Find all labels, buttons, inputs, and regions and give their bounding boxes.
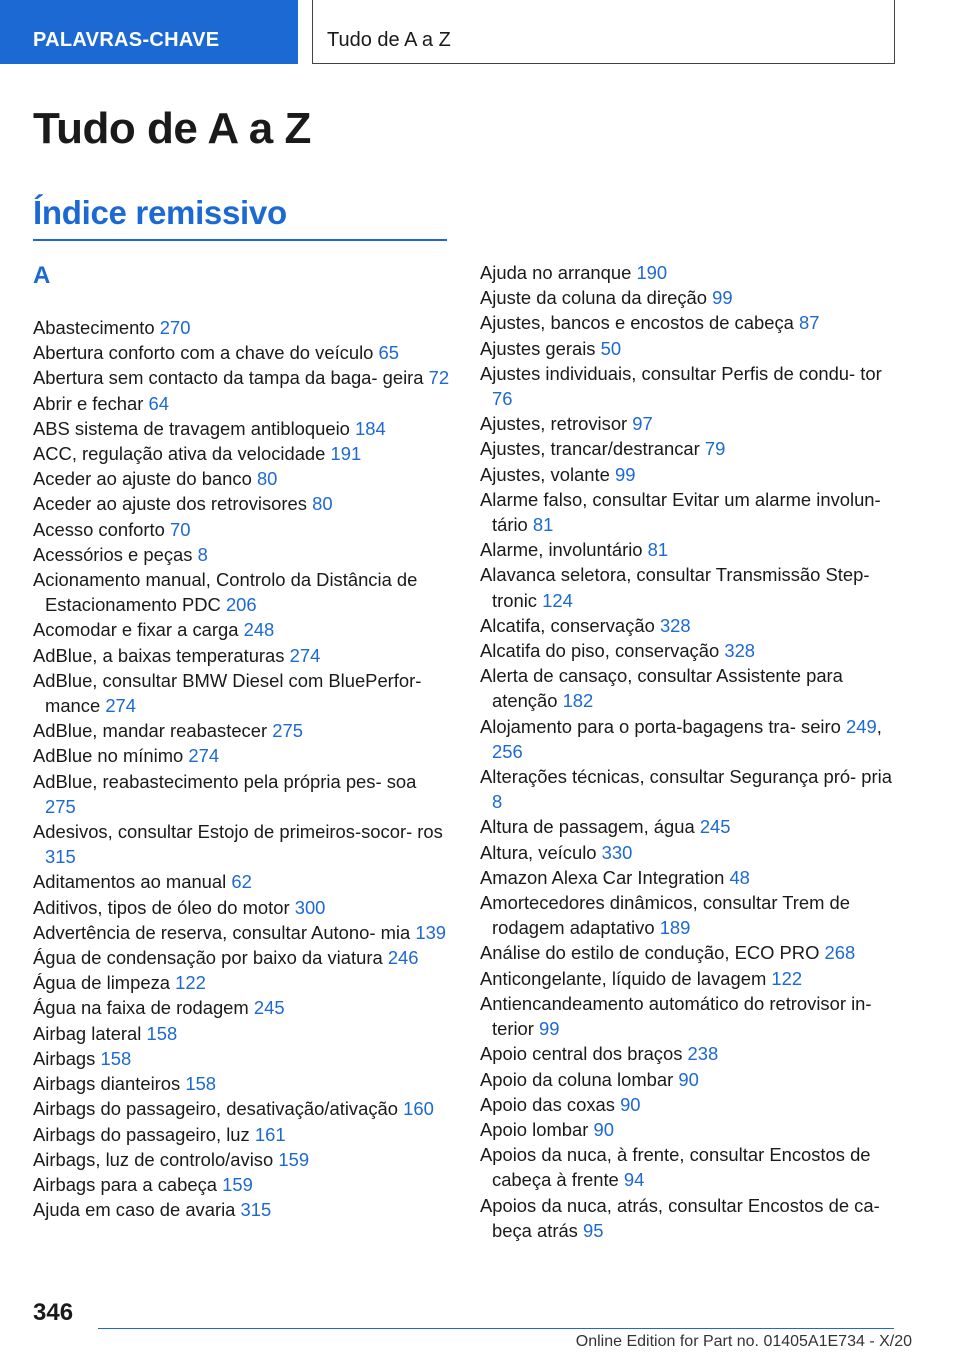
page-reference-link[interactable]: 90 [620,1093,641,1115]
page-number: 346 [33,1299,74,1326]
page-reference-link[interactable]: 275 [272,720,303,742]
index-entry [480,613,898,638]
index-entry-text: Airbags dianteiros [33,1073,181,1095]
page-reference-link[interactable]: 50 [600,337,622,359]
index-letter: A [33,262,51,289]
index-entry [480,890,898,940]
page-reference-link[interactable]: 8 [197,543,208,565]
index-entry [33,1046,451,1071]
page-reference-link[interactable]: 70 [170,518,191,540]
index-entry-text: Apoios da nuca, à frente, consultar Encostos de cabeça à frente [480,1144,871,1191]
page-reference-link[interactable]: 182 [562,690,594,712]
index-entry [480,764,898,814]
index-entry [33,1197,451,1222]
page-reference-link[interactable]: 206 [225,594,257,616]
index-entry-text: Ajustes, volante [480,463,610,485]
page-reference-link[interactable]: 184 [355,417,386,439]
page-reference-link[interactable]: 274 [105,695,137,717]
index-entry [33,365,451,390]
page-reference-link[interactable]: 81 [532,514,554,536]
index-entry [33,895,451,920]
index-entry [480,991,898,1041]
index-entry [480,562,898,612]
page-reference-link[interactable]: 330 [601,841,633,863]
index-entry-text: Alcatifa do piso, conservação [480,640,720,662]
index-entry [480,462,898,487]
index-entry-text: Ajustes, bancos e encostos de cabeça [480,312,794,334]
header-chapter-tab: Tudo de A a Z [312,0,895,64]
index-entry-text: Abastecimento [33,317,155,338]
page-reference-link[interactable]: 328 [659,614,691,636]
index-entry-text: Ajustes individuais, consultar Perfis de condu- tor [480,362,882,384]
index-entry-text: Apoio da coluna lombar [480,1068,674,1090]
page-reference-link[interactable]: 72 [428,367,450,389]
index-entry [33,491,451,516]
index-entry-text: Alavanca seletora, consultar Transmissão Step- tronic [480,564,870,611]
page-reference-link[interactable]: 65 [378,342,400,364]
index-entry-text: Ajuste da coluna da direção [480,287,707,309]
page-reference-link[interactable]: 300 [294,896,326,918]
section-title: Índice remissivo [33,194,287,231]
index-entry [480,966,898,991]
page-reference-link[interactable]: 246 [387,947,419,969]
index-entry [33,391,451,416]
index-entry-text: Água de limpeza [33,972,170,994]
page-reference-link[interactable]: 315 [45,846,76,868]
index-entry [480,814,898,839]
index-entry-text: Alerta de cansaço, consultar Assistente para atenção [480,665,843,712]
page-reference-link[interactable]: 238 [687,1043,719,1065]
index-entry [480,1092,898,1117]
index-entry [480,1142,898,1192]
page-reference-link[interactable]: 97 [632,413,653,435]
page-reference-link[interactable]: 48 [729,866,750,888]
page-reference-link[interactable]: 161 [254,1123,286,1145]
index-entry [33,1172,451,1197]
index-entry [33,945,451,970]
page-reference-link[interactable]: 256 [492,740,523,762]
page-reference-link[interactable]: 159 [222,1173,253,1195]
page-reference-link[interactable]: 80 [256,468,278,490]
index-entry [480,940,898,965]
page-reference-link[interactable]: 328 [724,640,756,662]
index-entry-text: Airbags, luz de controlo/aviso [33,1148,274,1170]
index-entry-text: Altura de passagem, água [480,816,695,838]
footer-edition: Online Edition for Part no. 01405A1E734 - X/20 [575,1333,912,1350]
index-entry [33,416,451,441]
index-entry [33,819,451,869]
page-reference-link[interactable]: 76 [492,388,513,410]
index-entry: Alojamento para o porta-bagagens tra- seiro 249, 256 [480,715,882,762]
index-entry-text: Alarme falso, consultar Evitar um alarme involun- tário [480,488,881,536]
index-entry [480,537,898,562]
footer-divider [98,1328,894,1329]
page-reference-link[interactable]: 90 [593,1118,614,1140]
page-reference-link[interactable]: 122 [771,967,803,989]
page-reference-link[interactable]: 189 [659,917,691,939]
page-reference-link[interactable]: 268 [824,942,856,964]
index-entry-text: Aditivos, tipos de óleo do motor [33,896,290,918]
page-reference-link[interactable]: 90 [678,1068,699,1090]
index-entry [33,995,451,1020]
page-reference-link[interactable]: 80 [312,493,333,515]
index-entry [480,336,898,361]
index-entry-text: Adesivos, consultar Estojo de primeiros-socor- ros [33,821,443,843]
index-entry [33,920,451,945]
page-reference-link[interactable]: 191 [330,443,362,465]
index-entry [33,315,451,340]
index-entry-text: Advertência de reserva, consultar Autono- mia [33,921,411,943]
index-entry [33,617,451,642]
page-reference-link[interactable]: 245 [699,816,731,838]
index-entry-text: Apoios da nuca, atrás, consultar Encostos de ca- beça atrás [480,1194,880,1241]
index-entry-text: Amortecedores dinâmicos, consultar Trem de rodagem adaptativo [480,892,851,939]
page-reference-link[interactable]: 158 [185,1073,217,1095]
index-entry-text: Aceder ao ajuste do banco [33,468,252,490]
index-entry-text: Água de condensação por baixo da viatura [33,947,383,969]
page-reference-link[interactable]: 99 [539,1018,560,1040]
index-entry-text: Água na faixa de rodagem [33,997,249,1019]
page-reference-link[interactable]: 94 [623,1169,645,1191]
index-entry-text: AdBlue, mandar reabastecer [33,720,268,742]
index-entry-text: Acesso conforto [33,518,165,540]
index-entry [33,567,451,617]
page-reference-link[interactable]: 249 [846,715,877,737]
index-entry [33,743,451,768]
page-reference-link[interactable]: 274 [289,644,321,666]
index-entry [480,638,898,663]
index-entry-text: Aceder ao ajuste dos retrovisores [33,493,307,515]
index-entry-text: Ajustes, retrovisor [480,413,628,435]
page-reference-link[interactable]: 99 [712,287,733,309]
index-entry [480,285,898,310]
index-entry [33,466,451,491]
index-entry [480,1117,898,1142]
index-entry-text: AdBlue, reabastecimento pela própria pes- soa [33,770,417,792]
index-entry-text: AdBlue, consultar BMW Diesel com BluePerfor- mance [33,669,422,717]
index-entry [480,310,898,335]
index-entry [480,663,898,713]
index-entry-text: Apoio das coxas [480,1093,615,1115]
index-entry [33,441,451,466]
index-entry-text: Altura, veículo [480,841,597,863]
index-entry [33,869,451,894]
index-entry [33,1147,451,1172]
index-entry-text: Alojamento para o porta-bagagens tra- seiro [480,715,841,737]
index-entry [33,668,451,718]
index-entry [33,643,451,668]
page-reference-link[interactable]: 122 [175,972,206,994]
index-entry [33,1122,451,1147]
index-entry [33,970,451,995]
index-entry-text: Amazon Alexa Car Integration [480,866,725,888]
section-divider [33,239,447,241]
index-entry-text: Abertura conforto com a chave do veículo [33,342,374,364]
index-entry-text: Apoio central dos braços [480,1043,683,1065]
header-section-tab: PALAVRAS-CHAVE [0,0,298,64]
index-entry-text: Acessórios e peças [33,543,193,565]
index-entry [33,1096,451,1121]
index-entry-text: Abertura sem contacto da tampa da baga- geira [33,367,424,389]
index-entry [33,517,451,542]
page-reference-link[interactable]: 270 [159,317,191,338]
page-reference-link[interactable]: 81 [647,539,669,561]
index-entry [33,542,451,567]
index-entry-text: Apoio lombar [480,1118,589,1140]
index-entry [480,1067,898,1092]
page-reference-link[interactable]: 124 [542,589,573,611]
page-reference-link[interactable]: 87 [799,312,820,334]
index-entry [33,340,451,365]
index-entry-text: Ajuda em caso de avaria [33,1199,236,1221]
index-entry [33,769,451,819]
index-entry [480,411,898,436]
index-entry-text: Airbags do passageiro, luz [33,1123,250,1145]
index-entry [480,865,898,890]
index-entry-text: Airbags [33,1047,96,1069]
index-entry-text: ABS sistema de travagem antibloqueio [33,417,350,439]
index-entry-text: ACC, regulação ativa da velocidade [33,443,326,465]
index-entry [480,840,898,865]
page-reference-link[interactable]: 99 [614,463,636,485]
page-reference-link[interactable]: 95 [583,1219,604,1241]
index-entry-text: Ajuda no arranque [480,262,632,283]
page-reference-link[interactable]: 275 [45,795,76,817]
index-entry [33,1071,451,1096]
index-entry-text: Airbags do passageiro, desativação/ativação [33,1098,398,1120]
index-entry-text: Análise do estilo de condução, ECO PRO [480,942,820,964]
page-reference-link[interactable]: 158 [100,1047,132,1069]
index-entry [33,718,451,743]
index-entry [480,1193,898,1243]
index-entry-text: Acomodar e fixar a carga [33,619,239,641]
page-reference-link[interactable]: 64 [148,392,169,414]
index-entry-text: Aditamentos ao manual [33,871,227,893]
index-entry [480,436,898,461]
page-reference-link[interactable]: 245 [253,997,285,1019]
index-entry [480,1041,898,1066]
index-entry [33,1021,451,1046]
page-title: Tudo de A a Z [33,104,311,153]
index-entry-text: Airbags para a cabeça [33,1173,218,1195]
page-reference-link[interactable]: 248 [243,619,275,641]
index-entry-text: Acionamento manual, Controlo da Distância de Estacionamento PDC [33,569,418,616]
index-entry-text: Anticongelante, líquido de lavagem [480,967,767,989]
index-entry [480,487,898,537]
page-reference-link[interactable]: 139 [415,921,447,943]
page-reference-link[interactable]: 274 [188,745,220,767]
index-entry-text: AdBlue, a baixas temperaturas [33,644,285,666]
page-reference-link[interactable]: 62 [231,871,252,893]
page-reference-link[interactable]: 79 [704,438,726,460]
page-reference-link[interactable]: 159 [278,1148,310,1170]
index-entry-text: Alarme, involuntário [480,539,643,561]
index-entry-text: Alterações técnicas, consultar Segurança pró- pria [480,766,892,788]
index-entry-text: AdBlue no mínimo [33,745,184,767]
page-reference-link[interactable]: 160 [403,1098,434,1120]
page-reference-link[interactable]: 190 [636,262,668,283]
page-reference-link[interactable]: 8 [492,791,503,813]
index-entry-text: Airbag lateral [33,1022,142,1044]
page-reference-link[interactable]: 315 [240,1199,272,1221]
index-entry-text: Abrir e fechar [33,392,144,414]
index-entry-text: Ajustes, trancar/destrancar [480,438,700,460]
index-entry [480,260,898,285]
index-column-left [33,315,451,1222]
index-entry [480,361,898,411]
index-column-right [480,260,898,1243]
index-entry-text: Ajustes gerais [480,337,596,359]
index-entry-text: Alcatifa, conservação [480,614,655,636]
page-reference-link[interactable]: 158 [146,1022,178,1044]
index-entry-text: Antiencandeamento automático do retrovisor in- terior [480,992,872,1040]
